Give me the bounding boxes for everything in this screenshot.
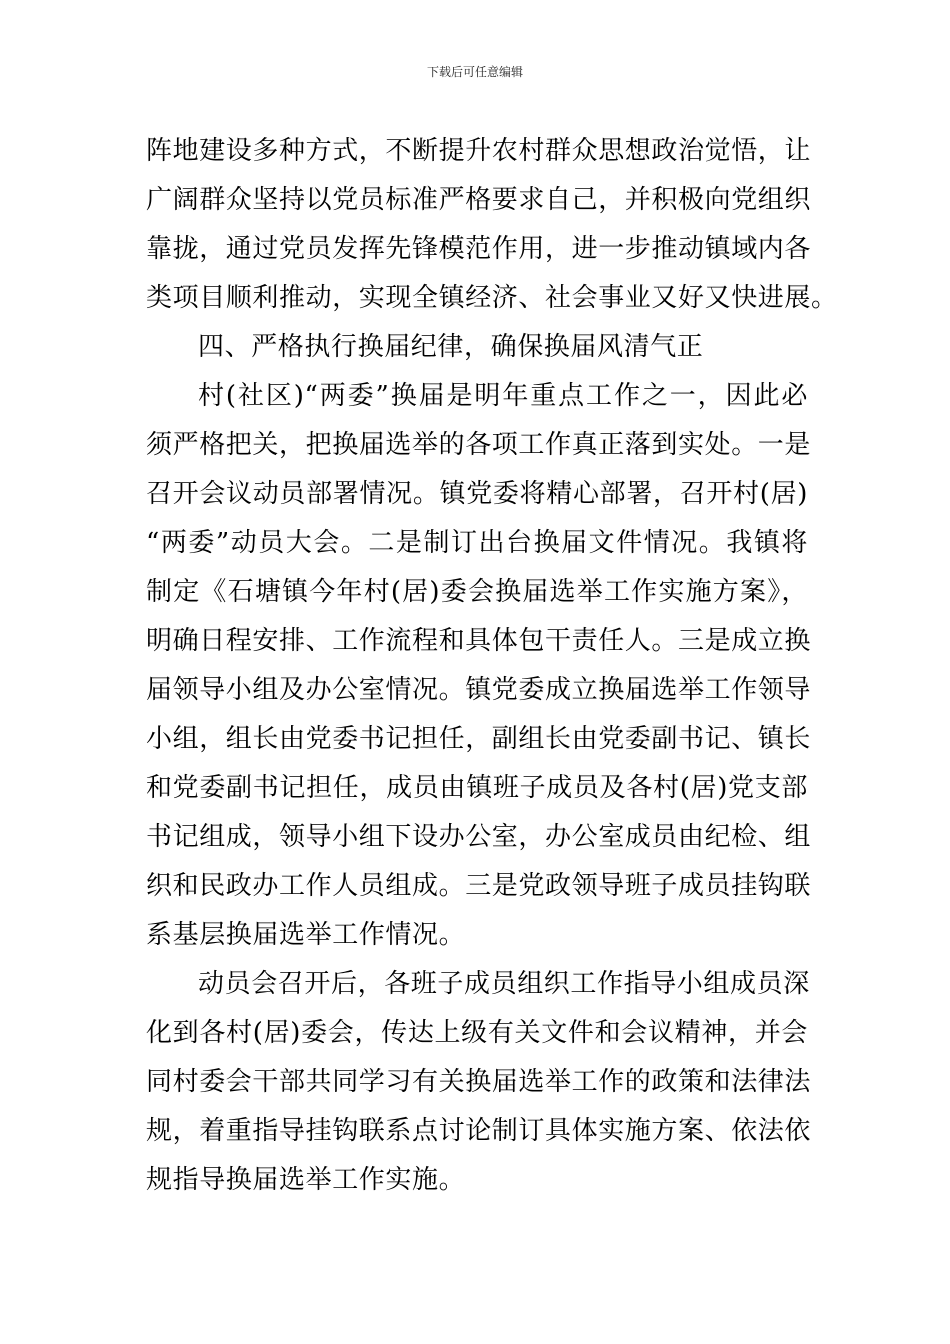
paragraph-line: 规指导换届选举工作实施。 [146,1165,466,1195]
paragraph-line: 和党委副书记担任，成员由镇班子成员及各村(居)党支部 [146,773,808,803]
paragraph-line: 村(社区)“两委”换届是明年重点工作之一，因此必 [198,381,808,411]
paragraph-line: 召开会议动员部署情况。镇党委将精心部署，召开村(居) [146,479,808,509]
paragraph-line: 届领导小组及办公室情况。镇党委成立换届选举工作领导 [146,675,812,705]
paragraph-line: 书记组成，领导小组下设办公室，办公室成员由纪检、组 [146,822,812,852]
paragraph-line: “两委”动员大会。二是制订出台换届文件情况。我镇将 [146,528,808,558]
page-header-note: 下载后可任意编辑 [426,65,523,79]
paragraph-line: 类项目顺利推动，实现全镇经济、社会事业又好又快进展。 [146,283,838,313]
paragraph-line: 制定《石塘镇今年村(居)委会换届选举工作实施方案》， [146,577,808,607]
paragraph-line: 须严格把关，把换届选举的各项工作真正落到实处。一是 [146,430,812,460]
paragraph-line: 广阔群众坚持以党员标准严格要求自己，并积极向党组织 [146,185,812,215]
paragraph-line: 动员会召开后，各班子成员组织工作指导小组成员深 [198,969,810,999]
document-body [146,127,838,1205]
paragraph-line: 同村委会干部共同学习有关换届选举工作的政策和法律法 [146,1067,812,1097]
paragraph-line: 明确日程安排、工作流程和具体包干责任人。三是成立换 [146,626,812,656]
paragraph-line: 小组，组长由党委书记担任，副组长由党委副书记、镇长 [146,724,812,754]
section-heading: 四、严格执行换届纪律，确保换届风清气正 [198,332,704,362]
paragraph-line: 靠拢，通过党员发挥先锋模范作用，进一步推动镇域内各 [146,234,812,264]
paragraph-line: 阵地建设多种方式，不断提升农村群众思想政治觉悟，让 [146,136,812,166]
paragraph-line: 化到各村(居)委会，传达上级有关文件和会议精神，并会 [146,1018,808,1048]
paragraph-line: 织和民政办工作人员组成。三是党政领导班子成员挂钩联 [146,871,812,901]
paragraph-line: 规，着重指导挂钩联系点讨论制订具体实施方案、依法依 [146,1116,812,1146]
paragraph-line: 系基层换届选举工作情况。 [146,920,466,950]
